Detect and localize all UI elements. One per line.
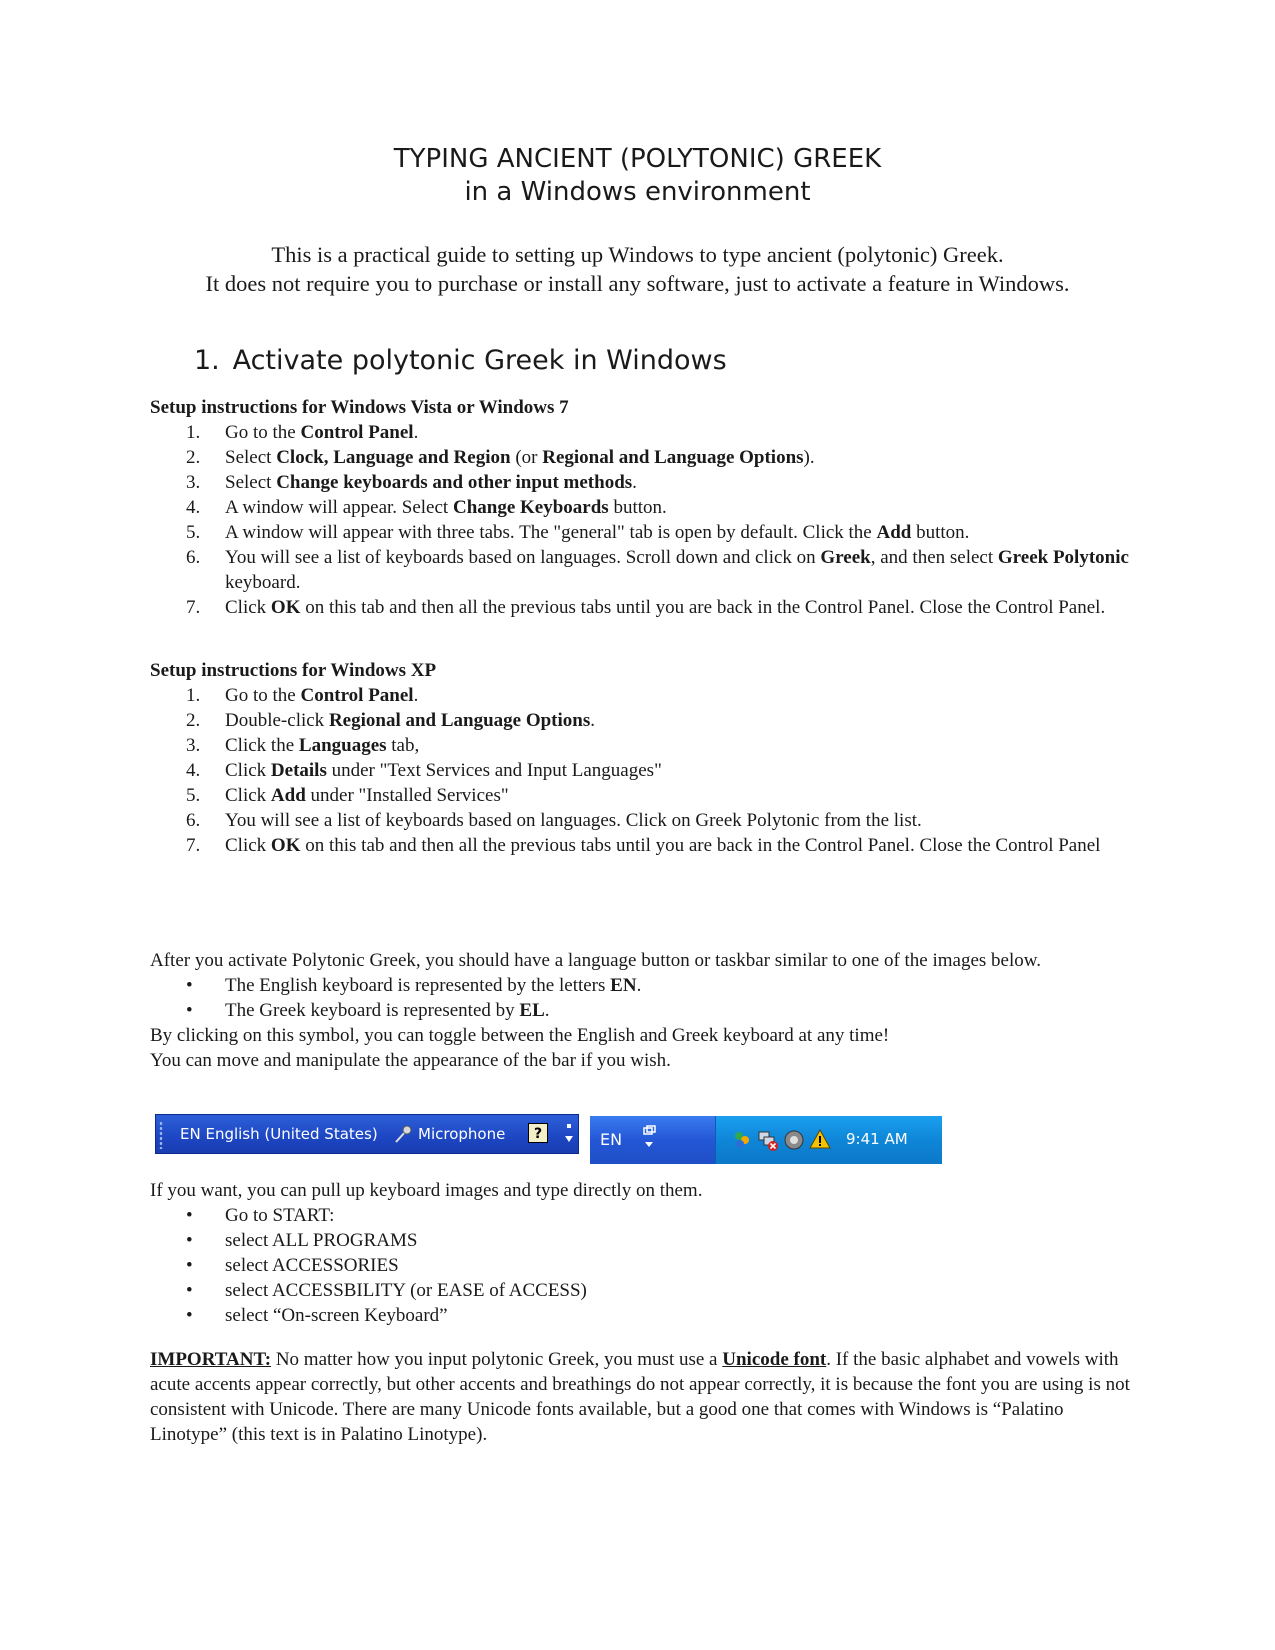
intro-line1: This is a practical guide to setting up Windows to type ancient (polytonic) Greek. <box>271 242 1004 267</box>
bullet: • <box>186 975 193 996</box>
list-item: • Go to START: <box>186 1205 335 1226</box>
step-number: 1. <box>186 422 201 443</box>
after-activation <box>150 948 1130 1073</box>
clock-time: 9:41 AM <box>846 1130 908 1148</box>
step-number: 7. <box>186 835 201 856</box>
language-bullets <box>150 973 1130 1023</box>
restore-icon <box>640 1124 658 1150</box>
list-item: 5. Click Add under "Installed Services" <box>186 785 509 806</box>
list-item: 6. You will see a list of keyboards based on languages. Click on Greek Polytonic from the list. <box>186 810 922 831</box>
language-indicator: EN English (United States) <box>180 1125 378 1143</box>
section-heading <box>194 343 727 379</box>
step-number: 2. <box>186 447 201 468</box>
intro-line2: It does not require you to purchase or install any software, just to activate a feature in Windows. <box>205 271 1070 296</box>
bullet: • <box>186 1230 193 1251</box>
list-item: 2. Double-click Regional and Language Options. <box>186 710 596 731</box>
step-number: 7. <box>186 597 201 618</box>
list-item: 6. You will see a list of keyboards based on languages. Scroll down and click on Greek, and then select Greek Polytonic keyboard. <box>186 547 1129 593</box>
microphone-label: Microphone <box>418 1125 506 1143</box>
vista-heading: Setup instructions for Windows Vista or Windows 7 <box>150 397 569 418</box>
volume-icon <box>782 1128 806 1152</box>
bullet: • <box>186 1205 193 1226</box>
step-number: 5. <box>186 785 201 806</box>
step-number: 5. <box>186 522 201 543</box>
osk-intro: If you want, you can pull up keyboard images and type directly on them. <box>150 1180 703 1201</box>
list-item: 2. Select Clock, Language and Region (or Regional and Language Options). <box>186 447 815 468</box>
taskbar-image <box>590 1116 942 1164</box>
list-item: 7. Click OK on this tab and then all the previous tabs until you are back in the Control Panel. Close the Control Panel <box>186 835 1101 856</box>
list-item: • select ALL PROGRAMS <box>186 1230 418 1251</box>
list-item: 3. Select Change keyboards and other input methods. <box>186 472 637 493</box>
osk-steps <box>150 1203 1130 1328</box>
onscreen-keyboard-instructions <box>150 1178 1130 1328</box>
microphone-icon <box>392 1123 414 1145</box>
step-number: 3. <box>186 735 201 756</box>
bullet: • <box>186 1280 193 1301</box>
list-item: 4. Click Details under "Text Services and Input Languages" <box>186 760 662 781</box>
document-title-line2: in a Windows environment <box>464 177 811 207</box>
security-alert-icon <box>808 1128 832 1152</box>
network-disconnected-icon <box>756 1128 780 1152</box>
step-number: 4. <box>186 497 201 518</box>
step-number: 2. <box>186 710 201 731</box>
after-line2: By clicking on this symbol, you can toggle between the English and Greek keyboard at any time! <box>150 1025 890 1046</box>
list-item: • The Greek keyboard is represented by EL. <box>186 1000 550 1021</box>
xp-heading: Setup instructions for Windows XP <box>150 660 437 681</box>
list-item: 5. A window will appear with three tabs. The "general" tab is open by default. Click the Add button. <box>186 522 970 543</box>
list-item: 7. Click OK on this tab and then all the previous tabs until you are back in the Control Panel. Close the Control Panel. <box>186 597 1106 618</box>
unicode-font-term: Unicode font <box>722 1349 827 1370</box>
vista-steps <box>150 420 1130 620</box>
system-tray <box>715 1116 942 1164</box>
step-number: 4. <box>186 760 201 781</box>
xp-instructions <box>150 658 1130 858</box>
list-item: 3. Click the Languages tab, <box>186 735 420 756</box>
help-icon: ? <box>528 1123 548 1143</box>
after-line3: You can move and manipulate the appearance of the bar if you wish. <box>150 1050 671 1071</box>
xp-steps <box>150 683 1130 858</box>
list-item: • The English keyboard is represented by the letters EN. <box>186 975 642 996</box>
messenger-icon <box>730 1128 754 1152</box>
options-arrow-icon <box>562 1121 576 1149</box>
step-number: 3. <box>186 472 201 493</box>
section-heading-text: Activate polytonic Greek in Windows <box>232 345 727 376</box>
language-bar-image <box>155 1114 579 1154</box>
grip-handle <box>159 1121 163 1149</box>
list-item: 4. A window will appear. Select Change Keyboards button. <box>186 497 667 518</box>
important-text-a: No matter how you input polytonic Greek, you must use a <box>271 1349 723 1370</box>
step-number: 6. <box>186 810 201 831</box>
list-item: • select ACCESSBILITY (or EASE of ACCESS) <box>186 1280 587 1301</box>
document-title-line1: TYPING ANCIENT (POLYTONIC) GREEK <box>393 144 882 174</box>
list-item: 1. Go to the Control Panel. <box>186 685 419 706</box>
list-item: • select ACCESSORIES <box>186 1255 399 1276</box>
step-number: 6. <box>186 547 201 568</box>
taskbar-language: EN <box>600 1130 623 1149</box>
section-number: 1. <box>194 345 220 376</box>
after-line1: After you activate Polytonic Greek, you should have a language button or taskbar similar to one of the images below. <box>150 950 1041 971</box>
bullet: • <box>186 1255 193 1276</box>
vista-instructions <box>150 395 1130 620</box>
important-label: IMPORTANT: <box>150 1349 272 1370</box>
list-item: • select “On-screen Keyboard” <box>186 1305 448 1326</box>
step-number: 1. <box>186 685 201 706</box>
bullet: • <box>186 1305 193 1326</box>
important-note <box>150 1347 1130 1447</box>
bullet: • <box>186 1000 193 1021</box>
important-text-b: . If the basic alphabet and vowels with acute accents appear correctly, but other accents and breathings do not appear correctly, it is because the font you are using is not consistent with Unicode. There are many Unicode fonts available, but a good one that comes with Windows is “Palatino Linotype” (this text is in Palatino Linotype). <box>150 1349 1130 1445</box>
list-item: 1. Go to the Control Panel. <box>186 422 419 443</box>
